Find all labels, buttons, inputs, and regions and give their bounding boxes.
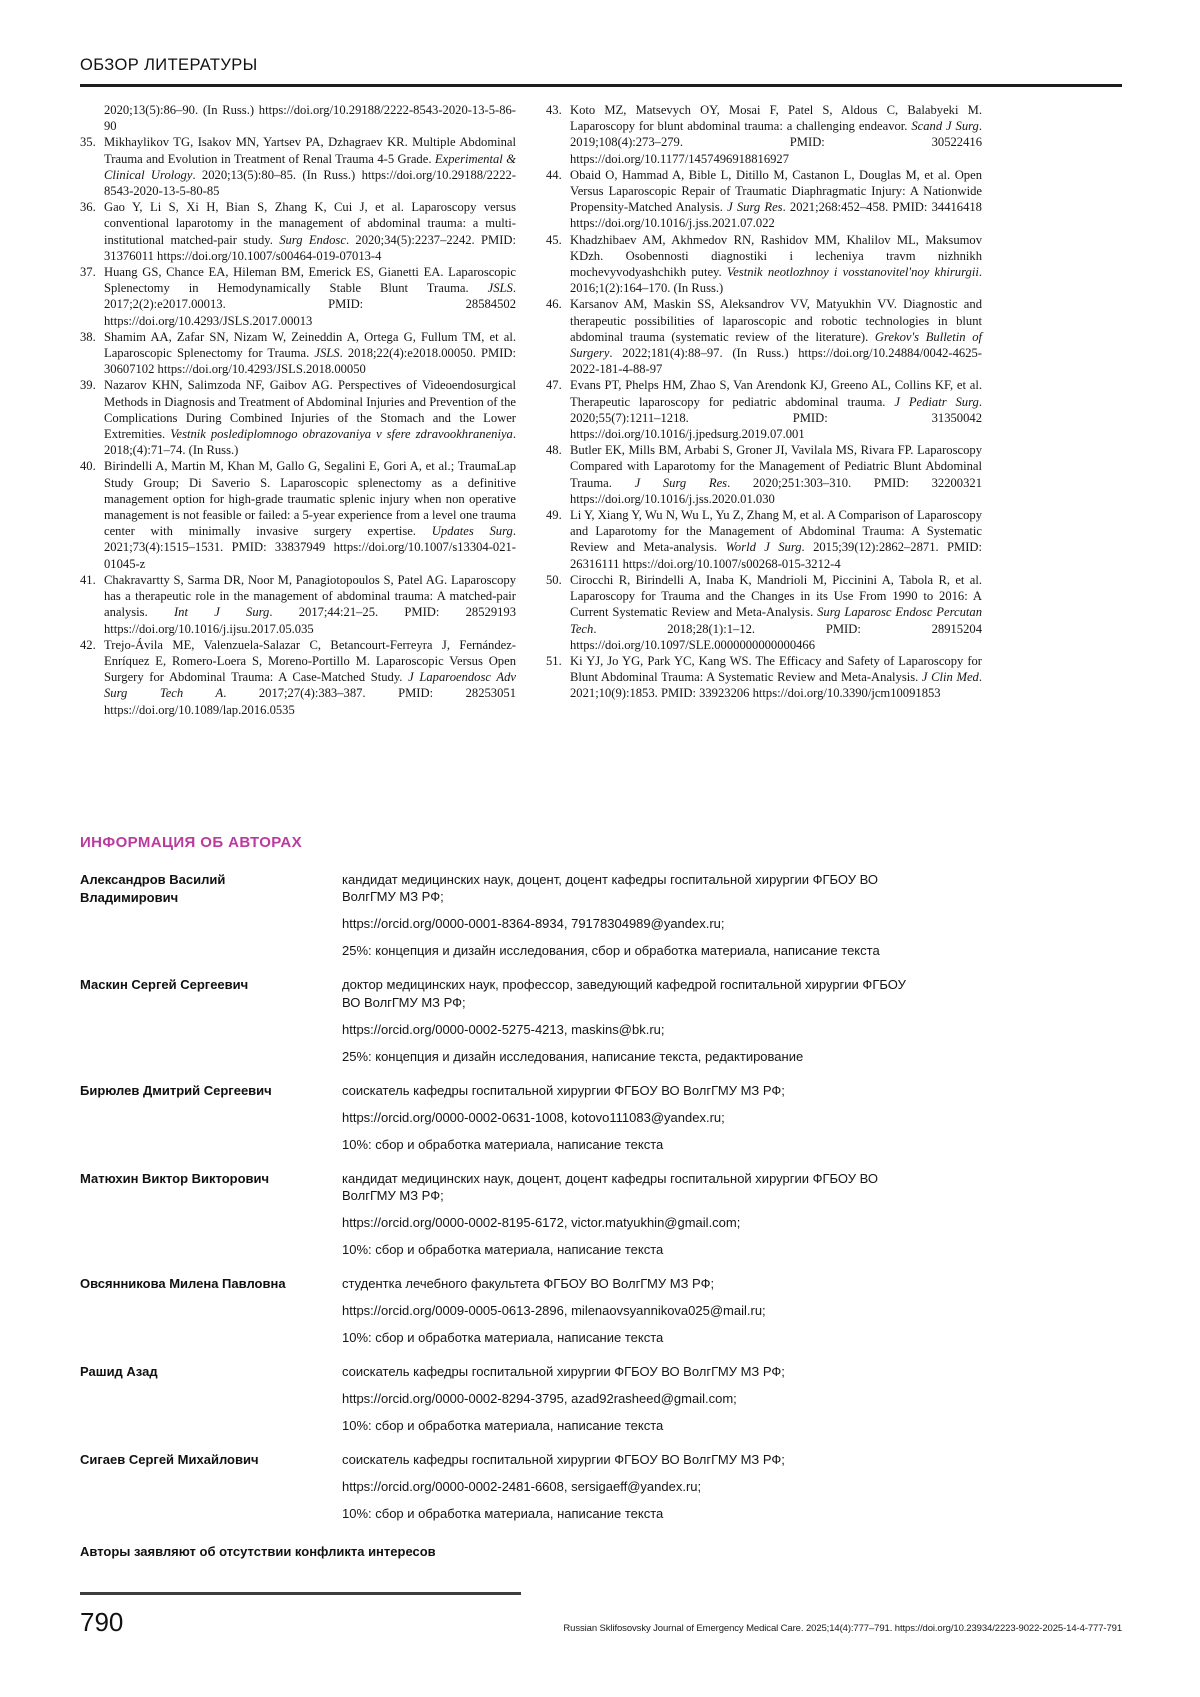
reference-item bbox=[80, 134, 516, 199]
running-head: ОБЗОР ЛИТЕРАТУРЫ bbox=[80, 56, 1122, 87]
reference-item bbox=[80, 199, 516, 264]
reference-item bbox=[546, 572, 982, 653]
author-detail-line: https://orcid.org/0000-0002-5275-4213, maskins@bk.ru; bbox=[342, 1021, 665, 1037]
author-detail-line: кандидат медицинских наук, доцент, доцент кафедры госпитальной хирургии ФГБОУ ВО ВолгГМУ МЗ РФ; bbox=[342, 1170, 878, 1204]
author-detail-line: https://orcid.org/0000-0001-8364-8934, 79178304989@yandex.ru; bbox=[342, 916, 725, 932]
author-row bbox=[80, 1082, 1122, 1163]
authors-section-heading: ИНФОРМАЦИЯ ОБ АВТОРАХ bbox=[80, 833, 302, 851]
reference-text: Obaid O, Hammad A, Bible L, Ditillo M, Castanon L, Douglas M, et al. Open Versus Laparoscopic Repair of Traumatic Diaphragmatic Injury: A Nationwide Propensity-Matched Analysis. J Surg Res. 2021;268:452–458. PMID: 34416418 https://doi.org/10.1016/j.jss.2021.07.022 bbox=[570, 167, 982, 231]
reference-text: Trejo-Ávila ME, Valenzuela-Salazar C, Betancourt-Ferreyra J, Fernández-Enríquez E, Romero-Loera S, Moreno-Portillo M. Laparoscopic Versus Open Surgery for Abdominal Trauma: A Case-Matched Study. J Laparoendosc Adv Surg Tech A. 2017;27(4):383–387. PMID: 28253051 https://doi.org/10.1089/lap.2016.0535 bbox=[104, 637, 516, 717]
author-name: Александров Василий Владимирович bbox=[80, 871, 226, 905]
reference-text: Evans PT, Phelps HM, Zhao S, Van Arendonk KJ, Greeno AL, Collins KF, et al. Therapeutic laparoscopy for pediatric abdominal trauma. J Pediatr Surg. 2020;55(7):1211–1218. PMID: 31350042 https://doi.org/10.1016/j.jpedsurg.2019.07.001 bbox=[570, 378, 982, 442]
reference-item bbox=[546, 167, 982, 232]
reference-text: Khadzhibaev AM, Akhmedov RN, Rashidov MM, Khalilov ML, Maksumov KDzh. Osobennosti diagnostiki i lecheniya travm nizhnikh mochevyvodyashchikh putey. Vestnik neotlozhnoy i vosstanovitel'noy khirurgii. 2016;1(2):164–170. (In Russ.) bbox=[570, 232, 982, 296]
authors-list bbox=[80, 871, 1122, 1533]
reference-item bbox=[80, 377, 516, 458]
author-row bbox=[80, 1170, 1122, 1269]
reference-item bbox=[546, 232, 982, 297]
reference-item bbox=[80, 264, 516, 329]
reference-text: 2020;13(5):86–90. (In Russ.) https://doi.org/10.29188/2222-8543-2020-13-5-86-90 bbox=[104, 103, 516, 134]
reference-item bbox=[80, 458, 516, 571]
reference-number: 35. bbox=[80, 135, 96, 150]
reference-number: 40. bbox=[80, 459, 96, 474]
reference-item bbox=[546, 296, 982, 377]
reference-text: Nazarov KHN, Salimzoda NF, Gaibov AG. Perspectives of Videoendosurgical Methods in Diagnosis and Treatment of Abdominal Injuries and Prevention of the Complications During Combined Injuries of the Stomach and the Lower Extremities. Vestnik poslediplomnogo obrazovaniya v sfere zdravookhraneniya. 2018;(4):71–74. (In Russ.) bbox=[104, 378, 517, 458]
author-row bbox=[80, 976, 1122, 1075]
author-details bbox=[342, 1451, 1122, 1532]
conflict-of-interest-note: Авторы заявляют об отсутствии конфликта интересов bbox=[80, 1544, 436, 1560]
journal-citation: Russian Sklifosovsky Journal of Emergency Medical Care. 2025;14(4):777–791. https://doi.org/10.23934/2223-9022-2025-14-4-777-791 bbox=[563, 1623, 1122, 1634]
reference-number: 45. bbox=[546, 232, 562, 247]
author-name: Рашид Азад bbox=[80, 1364, 158, 1380]
reference-number: 46. bbox=[546, 297, 562, 312]
author-detail-line: 25%: концепция и дизайн исследования, написание текста, редактирование bbox=[342, 1048, 804, 1064]
author-detail-line: кандидат медицинских наук, доцент, доцент кафедры госпитальной хирургии ФГБОУ ВО ВолгГМУ МЗ РФ; bbox=[342, 871, 878, 905]
reference-number: 44. bbox=[546, 167, 562, 182]
references-section bbox=[80, 102, 982, 718]
reference-number: 37. bbox=[80, 265, 96, 280]
reference-number: 41. bbox=[80, 572, 96, 587]
reference-number: 38. bbox=[80, 329, 96, 344]
author-row bbox=[80, 871, 1122, 970]
author-detail-line: https://orcid.org/0009-0005-0613-2896, milenaovsyannikova025@mail.ru; bbox=[342, 1303, 766, 1319]
reference-number: 51. bbox=[546, 653, 562, 668]
reference-item bbox=[546, 507, 982, 572]
author-name: Сигаев Сергей Михайлович bbox=[80, 1452, 259, 1468]
author-name: Матюхин Виктор Викторович bbox=[80, 1170, 270, 1186]
reference-number: 42. bbox=[80, 637, 96, 652]
refs-right bbox=[546, 102, 982, 718]
author-details bbox=[342, 1170, 1122, 1269]
author-detail-line: соискатель кафедры госпитальной хирургии ФГБОУ ВО ВолгГМУ МЗ РФ; bbox=[342, 1082, 785, 1098]
author-details bbox=[342, 1275, 1122, 1356]
footer-rule bbox=[80, 1592, 521, 1595]
reference-text: Chakravartty S, Sarma DR, Noor M, Panagiotopoulos S, Patel AG. Laparoscopy has a therapeutic role in the management of abdominal trauma: A matched-pair analysis. Int J Surg. 2017;44:21–25. PMID: 28529193 https://doi.org/10.1016/j.ijsu.2017.05.035 bbox=[104, 572, 517, 636]
author-detail-line: соискатель кафедры госпитальной хирургии ФГБОУ ВО ВолгГМУ МЗ РФ; bbox=[342, 1364, 785, 1380]
reference-text: Mikhaylikov TG, Isakov MN, Yartsev PA, Dzhagraev KR. Multiple Abdominal Trauma and Evolution in Treatment of Renal Trauma 4-5 Grade. Experimental & Clinical Urology. 2020;13(5):80–85. (In Russ.) https://doi.org/10.29188/2222-8543-2020-13-5-80-85 bbox=[104, 135, 517, 199]
author-details bbox=[342, 1363, 1122, 1444]
reference-number: 39. bbox=[80, 378, 96, 393]
reference-item bbox=[546, 102, 982, 167]
reference-text: Karsanov AM, Maskin SS, Aleksandrov VV, Matyukhin VV. Diagnostic and therapeutic possibilities of laparoscopic and robotic technologies in blunt abdominal trauma (systematic review of the literature). Grekov's Bulletin of Surgery. 2022;181(4):88–97. (In Russ.) https://doi.org/10.24884/0042-4625-2022-181-4-88-97 bbox=[570, 297, 983, 377]
author-detail-line: 10%: сбор и обработка материала, написание текста bbox=[342, 1418, 664, 1434]
reference-item bbox=[80, 102, 516, 134]
reference-number: 50. bbox=[546, 572, 562, 587]
author-row bbox=[80, 1275, 1122, 1356]
author-detail-line: 10%: сбор и обработка материала, написание текста bbox=[342, 1330, 664, 1346]
reference-item bbox=[546, 653, 982, 702]
author-name: Бирюлев Дмитрий Сергеевич bbox=[80, 1082, 272, 1098]
author-details bbox=[342, 871, 1122, 970]
author-detail-line: https://orcid.org/0000-0002-2481-6608, sersigaeff@yandex.ru; bbox=[342, 1479, 702, 1495]
reference-text: Butler EK, Mills BM, Arbabi S, Groner JI, Vavilala MS, Rivara FP. Laparoscopy Compared with Laparotomy for the Management of Pediatric Blunt Abdominal Trauma. J Surg Res. 2020;251:303–310. PMID: 32200321 https://doi.org/10.1016/j.jss.2020.01.030 bbox=[570, 443, 982, 506]
author-detail-line: 10%: сбор и обработка материала, написание текста bbox=[342, 1506, 664, 1522]
author-detail-line: 10%: сбор и обработка материала, написание текста bbox=[342, 1136, 664, 1152]
author-detail-line: доктор медицинских наук, профессор, заведующий кафедрой госпитальной хирургии ФГБОУ ВО ВолгГМУ МЗ РФ; bbox=[342, 977, 906, 1010]
author-detail-line: соискатель кафедры госпитальной хирургии ФГБОУ ВО ВолгГМУ МЗ РФ; bbox=[342, 1452, 785, 1468]
author-detail-line: 10%: сбор и обработка материала, написание текста bbox=[342, 1242, 664, 1258]
reference-text: Shamim AA, Zafar SN, Nizam W, Zeineddin A, Ortega G, Fullum TM, et al. Laparoscopic Splenectomy for Trauma. JSLS. 2018;22(4):e2018.00050. PMID: 30607102 https://doi.org/10.4293/JSLS.2018.00050 bbox=[104, 329, 516, 377]
reference-item bbox=[80, 572, 516, 637]
author-name: Овсянникова Милена Павловна bbox=[80, 1276, 286, 1292]
reference-text: Cirocchi R, Birindelli A, Inaba K, Mandrioli M, Piccinini A, Tabola R, et al. Laparoscopy for Trauma and the Changes in its Use From 1990 to 2016: A Current Systematic Review and Meta-Analysis. Surg Laparosc Endosc Percutan Tech. 2018;28(1):1–12. PMID: 28915204 https://doi.org/10.1097/SLE.0000000000000466 bbox=[570, 572, 982, 652]
reference-item bbox=[80, 329, 516, 378]
reference-number: 48. bbox=[546, 443, 562, 458]
reference-text: Huang GS, Chance EA, Hileman BM, Emerick ES, Gianetti EA. Laparoscopic Splenectomy in Hemodynamically Stable Blunt Trauma. JSLS. 2017;2(2):e2017.00013. PMID: 28584502 https://doi.org/10.4293/JSLS.2017.00013 bbox=[104, 265, 516, 328]
author-details bbox=[342, 976, 1122, 1075]
reference-text: Ki YJ, Jo YG, Park YC, Kang WS. The Efficacy and Safety of Laparoscopy for Blunt Abdominal Trauma: A Systematic Review and Meta-Analysis. J Clin Med. 2021;10(9):1853. PMID: 33923206 https://doi.org/10.3390/jcm10091853 bbox=[570, 653, 982, 701]
reference-text: Koto MZ, Matsevych OY, Mosai F, Patel S, Aldous C, Balabyeki M. Laparoscopy for blunt abdominal trauma: a challenging endeavor. Scand J Surg. 2019;108(4):273–279. PMID: 30522416 https://doi.org/10.1177/1457496918816927 bbox=[570, 103, 982, 166]
reference-number: 47. bbox=[546, 378, 562, 393]
reference-number: 36. bbox=[80, 200, 96, 215]
author-row bbox=[80, 1363, 1122, 1444]
author-details bbox=[342, 1082, 1122, 1163]
reference-text: Li Y, Xiang Y, Wu N, Wu L, Yu Z, Zhang M, et al. A Comparison of Laparoscopy and Laparotomy for the Management of Abdominal Trauma: A Systematic Review and Meta-analysis. World J Surg. 2015;39(12):2862–2871. PMID: 26316111 https://doi.org/10.1007/s00268-015-3212-4 bbox=[570, 508, 983, 571]
author-detail-line: студентка лечебного факультета ФГБОУ ВО ВолгГМУ МЗ РФ; bbox=[342, 1276, 715, 1292]
page-footer bbox=[80, 1592, 1122, 1635]
author-row bbox=[80, 1451, 1122, 1532]
refs-left bbox=[80, 102, 516, 718]
author-detail-line: https://orcid.org/0000-0002-8294-3795, azad92rasheed@gmail.com; bbox=[342, 1391, 737, 1407]
author-detail-line: 25%: концепция и дизайн исследования, сбор и обработка материала, написание текста bbox=[342, 943, 880, 959]
reference-item bbox=[80, 637, 516, 718]
reference-item bbox=[546, 377, 982, 442]
reference-text: Birindelli A, Martin M, Khan M, Gallo G, Segalini E, Gori A, et al.; TraumaLap Study Group; Di Saverio S. Laparoscopic splenectomy as a definitive management option for high-grade traumatic splenic injury when non operative management is not feasible or failed: a 5-year experience from a level one trauma center with minimally invasive surgery expertise. Updates Surg. 2021;73(4):1515–1531. PMID: 33837949 https://doi.org/10.1007/s13304-021-01045-z bbox=[104, 459, 516, 571]
reference-item bbox=[546, 442, 982, 507]
reference-text: Gao Y, Li S, Xi H, Bian S, Zhang K, Cui J, et al. Laparoscopy versus conventional laparotomy in the management of abdominal trauma: a multi-institutional matched-pair study. Surg Endosc. 2020;34(5):2237–2242. PMID: 31376011 https://doi.org/10.1007/s00464-019-07013-4 bbox=[104, 200, 517, 263]
author-name: Маскин Сергей Сергеевич bbox=[80, 977, 249, 993]
reference-number: 49. bbox=[546, 508, 562, 523]
page-number: 790 bbox=[80, 1607, 124, 1637]
author-detail-line: https://orcid.org/0000-0002-8195-6172, victor.matyukhin@gmail.com; bbox=[342, 1215, 741, 1231]
reference-number: 43. bbox=[546, 103, 562, 117]
author-detail-line: https://orcid.org/0000-0002-0631-1008, kotovo111083@yandex.ru; bbox=[342, 1109, 725, 1125]
